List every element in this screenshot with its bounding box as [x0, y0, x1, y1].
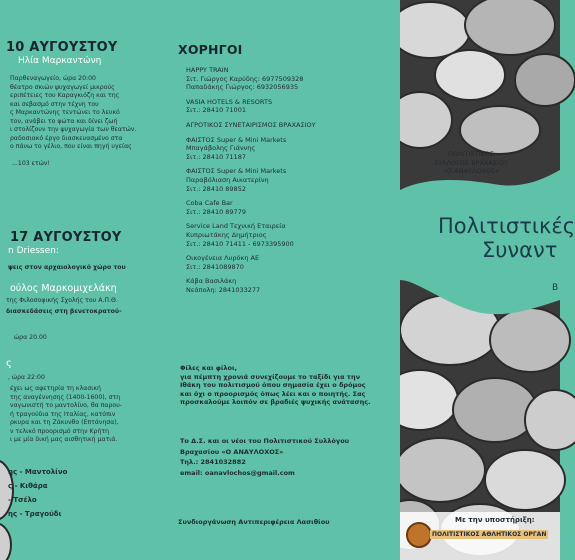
event-date-heading-2: 17 ΑΥΓΟΥΣΤΟΥ: [10, 230, 122, 245]
sponsor-item: ΦΑΙΣΤΟΣ Super & Mini Markets Μπαγάβολης Γιάννης Σιτ.: 28410 71187: [186, 135, 287, 161]
sponsor-item: ΦΑΙΣΤΟΣ Super & Mini Markets Παραβόλιαση Αικατερίνη Σιτ.: 28410 89852: [186, 167, 287, 193]
contact-info: Το Δ.Σ. και οι νέοι του Πολιτιστικού Συλλόγου Βραχασίου «Ο ΑΝΑΥΛΟΧΟΣ» Τηλ.: 2841032882 email: oanavlochos@gmail.com: [180, 437, 350, 477]
event-date-heading: 10 ΑΥΓΟΥΣΤΟΥ: [6, 40, 118, 55]
lecture-title: διασκεδάσεις στη βενετοκρατού-: [6, 308, 122, 315]
event-artist: Ηλία Μαρκαντώνη: [18, 56, 102, 66]
concert-time: , ώρα 22:00: [8, 374, 45, 381]
support-label: Με την υποστήριξη:: [455, 516, 535, 524]
sponsors-list: [186, 66, 316, 294]
sponsor-item: Κάβα Βασιλάκη Νεάπολη: 2841033277: [186, 277, 261, 294]
sponsors-title: ΧΟΡΗΓΟΙ: [178, 42, 243, 57]
concert-description: έχει ως αφετηρία τη κλασική της αναγέννησης (1400-1600), στη ναγωνιστή το μαντολίνο, θα παρου- ή τραγούδια της Ιταλίας, κατόπιν ρκυρα και τη Ζάκυνθο (Επτάνησα), ν τελικό προορισμό στην Κρήτη ι με μία δική μας αισθητική ματιά.: [10, 385, 123, 443]
left-panel: [0, 0, 168, 560]
lecture-time: ώρα 20.00: [14, 334, 47, 341]
event-description: Παρθεναγωγείο, ώρα 20:00 θέατρο σκιών ψυχαγωγεί μικρούς εριπέτειες του Καραγκιόζη και της και σεβασμό στην τέχνη του ς Μαρκαντώνης τεντώνει το λευκό τον, ανάβει το φώτα και δίνει ζωή ι στολίζουν την ψυχαγωγία των θεατών. ραδοσιακό έργο διασκευασμένο στα ο πάνω το γέλιο, που είναι πηγή υγείας: [10, 75, 137, 150]
welcome-letter: Φίλες και φίλοι, για πέμπτη χρονιά συνεχίζουμε το ταξίδι για την Ιθάκη του πολιτισμού όπου σημασία έχει ο δρόμος και όχι ο προορισμός όπως λέει και ο ποιητής. Σας προσκαλούμε λοιπόν σε βραδιές ψυχικής ανάτασης.: [180, 364, 371, 407]
speaker-name: ούλος Μαρκομιχελάκη: [10, 283, 117, 294]
event-note: ...103 ετών!: [12, 160, 50, 167]
organization-logo-icon: [406, 522, 432, 548]
co-organizer: Συνδιοργάνωση Αντιπεριφέρεια Λασιθίου: [178, 518, 330, 526]
sponsor-item: HAPPY TRAIN Σιτ. Γιώργος Καρύδης: 6977509328 Παπαδάκης Γιώργος: 6932056935: [186, 66, 304, 92]
sponsor-item: Οικογένεια Λυρόκη ΑΕ Σιτ.: 2841089870: [186, 254, 260, 271]
sponsor-item: VASIA HOTELS & RESORTS Σιτ.: 28410 71001: [186, 97, 273, 115]
cover-panel: [400, 0, 575, 560]
teal-banner-shape: [400, 0, 560, 560]
concert-heading: ς: [6, 358, 12, 369]
speaker-affiliation: της Φιλοσοφικής Σχολής του Α.Π.Θ.: [6, 297, 118, 304]
event-subtitle: ψεις στον αρχαιολογικό χώρο του: [8, 264, 126, 271]
organization-name: ΠΟΛΙΤΙΣΤΙΚΟΣ ΣΥΛΛΟΓΟΣ ΒΡΑΧΑΣΙΟΥ «Ο ΑΝΑΥΛΟΧΟΣ»: [434, 150, 508, 175]
cover-title-line2: Συναντ: [482, 238, 558, 262]
musicians-list: ης - Μαντολίνο ς - Κιθάρα - Τσέλο ης - Τραγούδι: [8, 468, 68, 518]
middle-panel: [168, 0, 400, 560]
sponsor-item: ΑΓΡΟΤΙΚΟΣ ΣΥΝΕΤΑΙΡΙΣΜΟΣ ΒΡΑΧΑΣΙΟΥ: [186, 120, 316, 129]
event-artist-2: n Driessen:: [8, 246, 59, 256]
sponsor-item: Coba Cafe Bar Σιτ.: 28410 89779: [186, 199, 246, 216]
cover-subtitle-fragment: Β: [552, 283, 559, 293]
cover-title-line1: Πολιτιστικές: [438, 214, 575, 238]
support-organization: ΠΟΛΙΤΙΣΤΙΚΟΣ ΑΘΛΗΤΙΚΟΣ ΟΡΓΑΝ: [432, 531, 547, 538]
sponsor-item: Service Land Τεχνική Εταιρεία Κυπριωτάκης Δημήτριος Σιτ.: 28410 71411 - 6973395900: [186, 222, 294, 248]
